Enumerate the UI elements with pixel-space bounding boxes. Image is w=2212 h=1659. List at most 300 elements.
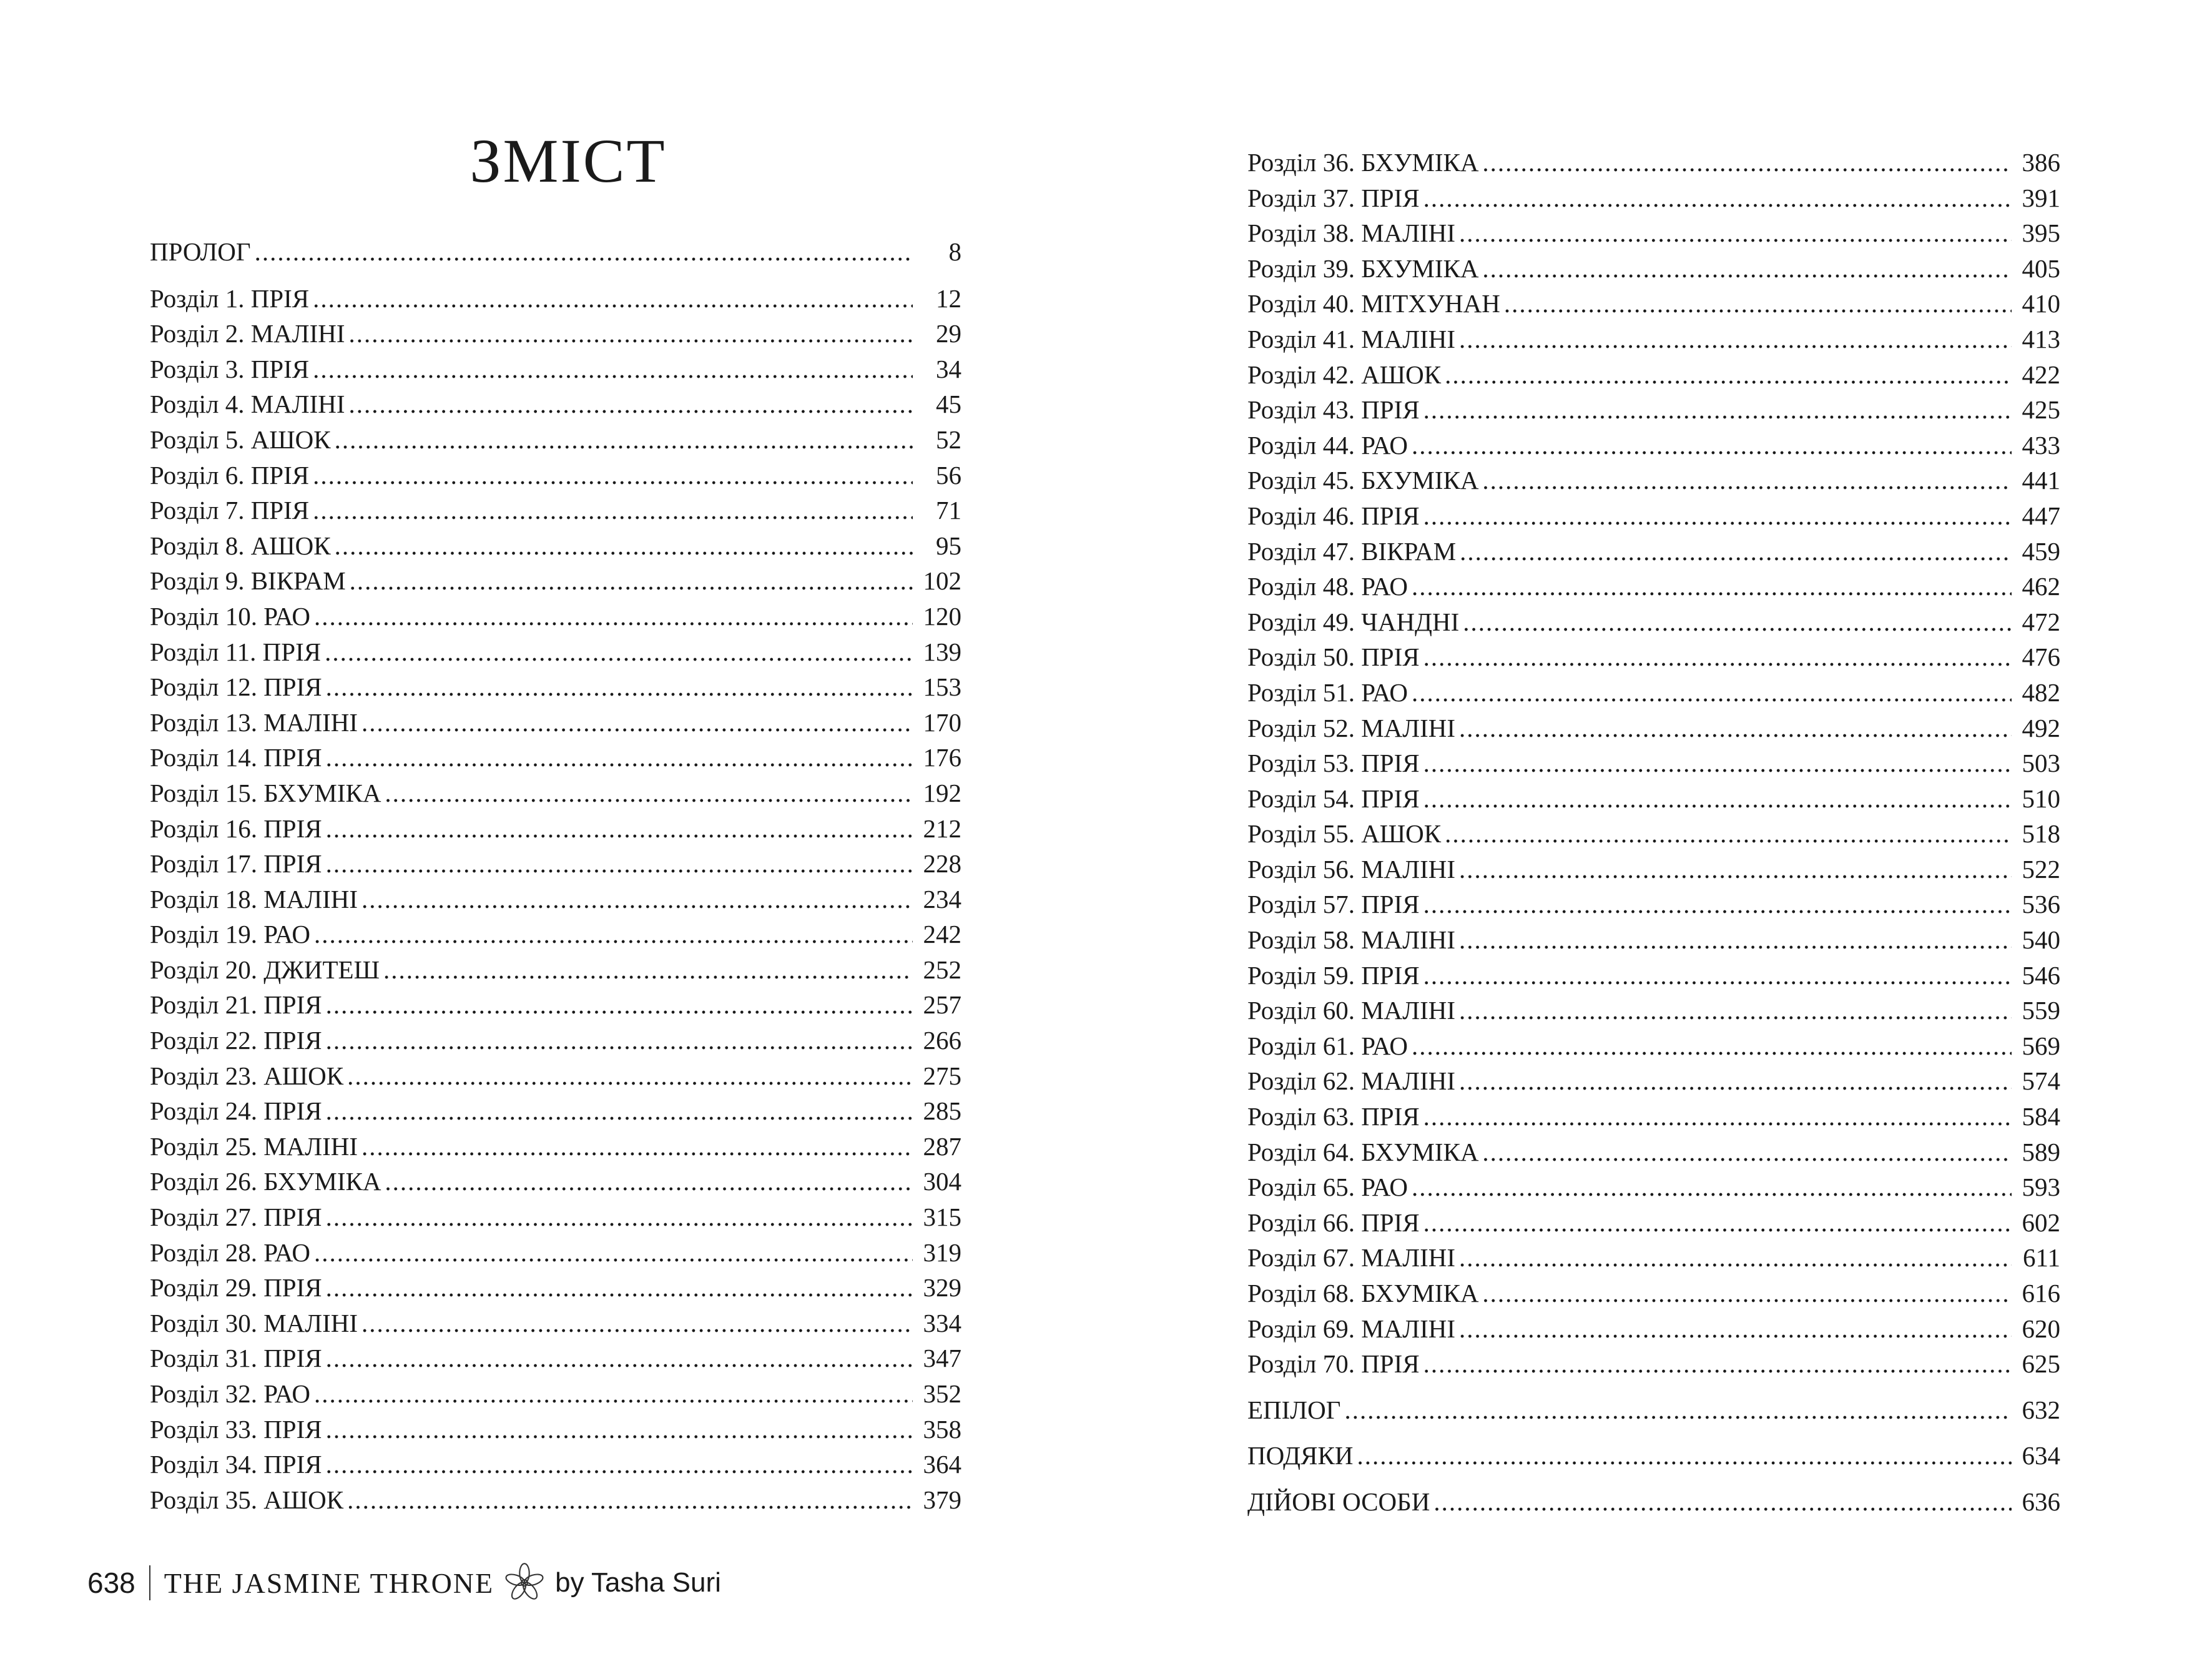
toc-entry[interactable]: [1247, 322, 2060, 357]
dot-leader: [1412, 1028, 2012, 1064]
toc-entry-page: 510: [2022, 784, 2060, 813]
toc-entry-label: Розділ 70. ПРІЯ: [1247, 1349, 1420, 1379]
toc-entry[interactable]: [1247, 1240, 2060, 1276]
toc-entry-label: Розділ 42. АШОК: [1247, 360, 1442, 389]
toc-entry[interactable]: [1247, 711, 2060, 746]
toc-entry-label: Розділ 17. ПРІЯ: [150, 849, 322, 879]
toc-entry[interactable]: [150, 599, 961, 634]
toc-entry-page: 287: [923, 1131, 961, 1161]
dot-leader: [1423, 498, 2012, 534]
dot-leader: [335, 528, 913, 564]
toc-entry-label: Розділ 58. МАЛІНІ: [1247, 925, 1455, 955]
dot-leader: [1459, 852, 2012, 887]
toc-entry-page: 347: [923, 1344, 961, 1373]
toc-entry-label: Розділ 60. МАЛІНІ: [1247, 996, 1455, 1025]
toc-entry-page: 616: [2022, 1279, 2060, 1307]
toc-entry-label: Розділ 37. ПРІЯ: [1247, 183, 1420, 212]
toc-entry-label: Розділ 35. АШОК: [150, 1485, 344, 1514]
dot-leader: [1482, 1135, 2012, 1170]
toc-entry-page: 71: [936, 496, 961, 525]
toc-entry[interactable]: [1247, 604, 2060, 640]
dot-leader: [1423, 781, 2012, 817]
dot-leader: [385, 1164, 913, 1199]
dot-leader: [314, 1235, 913, 1271]
dot-leader: [1482, 145, 2012, 180]
toc-entry[interactable]: [150, 882, 961, 917]
toc-entry[interactable]: [150, 669, 961, 705]
toc-entry[interactable]: [150, 386, 961, 422]
dot-leader: [1423, 1205, 2012, 1241]
toc-entry-label: Розділ 25. МАЛІНІ: [150, 1131, 358, 1161]
page-footer: [87, 1558, 721, 1608]
toc-entry[interactable]: [1247, 145, 2060, 180]
toc-entry-page: 212: [923, 814, 961, 843]
dot-leader: [1423, 392, 2012, 428]
toc-entry-label: Розділ 30. МАЛІНІ: [150, 1308, 358, 1337]
page-title: ЗМІСТ: [469, 126, 667, 195]
dot-leader: [1423, 639, 2012, 675]
toc-entry-label: Розділ 65. РАО: [1247, 1173, 1408, 1202]
toc-entry-page: 462: [2022, 572, 2060, 601]
toc-entry-label: Розділ 39. БХУМІКА: [1247, 254, 1479, 283]
toc-entry-page: 386: [2022, 148, 2060, 177]
toc-entry-page: 405: [2022, 254, 2060, 283]
toc-entry-page: 546: [2022, 960, 2060, 990]
toc-entry-page: 620: [2022, 1314, 2060, 1343]
toc-entry-page: 492: [2022, 713, 2060, 742]
toc-entry[interactable]: [150, 634, 961, 670]
toc-entry[interactable]: [1247, 746, 2060, 781]
dot-leader: [1445, 357, 2012, 393]
dot-leader: [1482, 251, 2012, 287]
toc-entry-page: 482: [2022, 677, 2060, 707]
dot-leader: [1445, 816, 2012, 852]
dot-leader: [350, 563, 913, 599]
toc-entry[interactable]: [1247, 392, 2060, 428]
dot-leader: [1344, 1392, 2012, 1428]
toc-entry-page: 45: [936, 390, 961, 419]
toc-entry-page: 315: [923, 1203, 961, 1232]
dot-leader: [1459, 1240, 2012, 1276]
dot-leader: [1423, 1099, 2012, 1135]
toc-entry[interactable]: [1247, 463, 2060, 498]
toc-entry-label: Розділ 46. ПРІЯ: [1247, 501, 1420, 530]
dot-leader: [361, 1129, 913, 1164]
dot-leader: [335, 422, 913, 458]
toc-entry-page: 257: [923, 990, 961, 1020]
toc-entry-label: Розділ 47. ВІКРАМ: [1247, 536, 1457, 566]
toc-entry-label: Розділ 53. ПРІЯ: [1247, 749, 1420, 778]
toc-entry-label: Розділ 3. ПРІЯ: [150, 354, 310, 383]
toc-entry[interactable]: [1247, 1063, 2060, 1099]
toc-entry-page: 95: [936, 531, 961, 560]
toc-entry-page: 228: [923, 849, 961, 879]
toc-entry-page: 413: [2022, 324, 2060, 353]
toc-entry-page: 52: [936, 425, 961, 454]
toc-entry-label: Розділ 44. РАО: [1247, 430, 1408, 460]
toc-entry[interactable]: [1247, 1484, 2060, 1520]
toc-entry[interactable]: [1247, 639, 2060, 675]
toc-entry[interactable]: [150, 1199, 961, 1235]
dot-leader: [313, 493, 913, 528]
toc-entry[interactable]: [1247, 922, 2060, 958]
toc-entry-label: Розділ 68. БХУМІКА: [1247, 1279, 1479, 1307]
toc-entry[interactable]: [150, 1235, 961, 1271]
toc-entry-label: Розділ 43. ПРІЯ: [1247, 395, 1420, 425]
toc-entry[interactable]: [150, 705, 961, 741]
toc-entry-label: Розділ 5. АШОК: [150, 425, 331, 454]
toc-entry-label: ПОДЯКИ: [1247, 1441, 1354, 1470]
toc-entry[interactable]: [150, 1270, 961, 1306]
toc-entry[interactable]: [150, 316, 961, 352]
toc-entry[interactable]: [150, 775, 961, 811]
dot-leader: [1412, 428, 2012, 463]
toc-entry-label: Розділ 64. БХУМІКА: [1247, 1137, 1479, 1166]
toc-entry[interactable]: [150, 458, 961, 493]
toc-entry-page: 153: [923, 672, 961, 702]
toc-right-column: [1247, 145, 2060, 1520]
toc-entry[interactable]: [1247, 1276, 2060, 1311]
dot-leader: [1460, 534, 2012, 569]
dot-leader: [1459, 711, 2012, 746]
toc-entry[interactable]: [150, 1164, 961, 1199]
toc-entry[interactable]: [150, 1129, 961, 1164]
dot-leader: [313, 281, 913, 317]
dot-leader: [1423, 958, 2012, 993]
dot-leader: [326, 669, 913, 705]
toc-entry-page: 459: [2022, 536, 2060, 566]
toc-entry[interactable]: [150, 987, 961, 1023]
toc-entry-label: ПРОЛОГ: [150, 237, 251, 266]
toc-entry-label: Розділ 13. МАЛІНІ: [150, 707, 358, 737]
toc-entry-label: ДІЙОВІ ОСОБИ: [1247, 1487, 1430, 1516]
toc-entry[interactable]: [1247, 1392, 2060, 1428]
toc-entry-label: Розділ 48. РАО: [1247, 572, 1408, 601]
toc-entry-page: 536: [2022, 890, 2060, 919]
book-title: THE JASMINE THRONE: [164, 1567, 494, 1599]
dot-leader: [1423, 180, 2012, 216]
toc-entry-label: Розділ 55. АШОК: [1247, 819, 1442, 849]
toc-entry-label: Розділ 8. АШОК: [150, 531, 331, 560]
dot-leader: [361, 705, 913, 741]
toc-entry-label: Розділ 2. МАЛІНІ: [150, 319, 345, 348]
toc-entry[interactable]: [150, 1447, 961, 1482]
toc-entry-page: 352: [923, 1379, 961, 1408]
dot-leader: [326, 1093, 913, 1129]
toc-entry[interactable]: [1247, 286, 2060, 322]
toc-entry[interactable]: [150, 740, 961, 775]
toc-entry-page: 593: [2022, 1173, 2060, 1202]
toc-entry-label: Розділ 12. ПРІЯ: [150, 672, 322, 702]
toc-entry[interactable]: [150, 493, 961, 528]
dot-leader: [314, 1376, 913, 1412]
toc-entry-page: 522: [2022, 854, 2060, 884]
toc-entry[interactable]: [150, 234, 961, 270]
dot-leader: [1463, 604, 2012, 640]
toc-entry-page: 8: [948, 237, 961, 266]
toc-entry-page: 56: [936, 460, 961, 490]
dot-leader: [1423, 887, 2012, 922]
dot-leader: [1412, 569, 2012, 604]
toc-entry-page: 589: [2022, 1137, 2060, 1166]
toc-entry-page: 234: [923, 884, 961, 913]
toc-entry-page: 636: [2022, 1487, 2060, 1516]
dot-leader: [326, 811, 913, 847]
toc-entry[interactable]: [1247, 1135, 2060, 1170]
toc-entry-label: Розділ 67. МАЛІНІ: [1247, 1243, 1455, 1273]
dot-leader: [1412, 675, 2012, 711]
toc-entry[interactable]: [1247, 180, 2060, 216]
toc-entry[interactable]: [150, 422, 961, 458]
footer-divider: [149, 1565, 150, 1600]
dot-leader: [326, 1023, 913, 1058]
toc-entry[interactable]: [1247, 1099, 2060, 1135]
toc-entry-label: Розділ 62. МАЛІНІ: [1247, 1066, 1455, 1096]
toc-entry[interactable]: [1247, 534, 2060, 569]
toc-entry-label: Розділ 33. ПРІЯ: [150, 1414, 322, 1444]
toc-entry-page: 559: [2022, 996, 2060, 1025]
dot-leader: [255, 234, 913, 270]
toc-entry-page: 170: [923, 707, 961, 737]
toc-entry-label: Розділ 4. МАЛІНІ: [150, 390, 345, 419]
dot-leader: [361, 882, 913, 917]
dot-leader: [326, 1341, 913, 1376]
toc-entry-label: Розділ 63. ПРІЯ: [1247, 1102, 1420, 1131]
dot-leader: [325, 634, 913, 670]
toc-entry[interactable]: [150, 1482, 961, 1518]
toc-entry-label: Розділ 56. МАЛІНІ: [1247, 854, 1455, 884]
toc-entry-page: 242: [923, 920, 961, 949]
toc-entry[interactable]: [150, 811, 961, 847]
dot-leader: [383, 952, 913, 988]
toc-entry-label: Розділ 14. ПРІЯ: [150, 743, 322, 772]
toc-entry-label: Розділ 23. АШОК: [150, 1061, 344, 1090]
dot-leader: [349, 386, 913, 422]
toc-entry-page: 410: [2022, 289, 2060, 318]
toc-entry-label: Розділ 41. МАЛІНІ: [1247, 324, 1455, 353]
toc-entry-page: 602: [2022, 1208, 2060, 1237]
toc-entry-label: Розділ 11. ПРІЯ: [150, 637, 322, 666]
toc-entry-label: Розділ 51. РАО: [1247, 677, 1408, 707]
toc-entry-label: Розділ 57. ПРІЯ: [1247, 890, 1420, 919]
toc-entry[interactable]: [150, 1058, 961, 1094]
toc-entry-page: 192: [923, 778, 961, 807]
dot-leader: [326, 1447, 913, 1482]
toc-entry-label: Розділ 28. РАО: [150, 1238, 310, 1267]
dot-leader: [1357, 1438, 2012, 1474]
dot-leader: [385, 775, 913, 811]
toc-entry-label: ЕПІЛОГ: [1247, 1395, 1341, 1424]
toc-entry-page: 611: [2023, 1243, 2060, 1273]
dot-leader: [314, 599, 913, 634]
dot-leader: [347, 1058, 913, 1094]
toc-entry-label: Розділ 31. ПРІЯ: [150, 1344, 322, 1373]
toc-entry[interactable]: [150, 1341, 961, 1376]
dot-leader: [361, 1306, 913, 1341]
toc-entry-page: 379: [923, 1485, 961, 1514]
toc-entry-label: Розділ 20. ДЖИТЕШ: [150, 955, 380, 984]
toc-entry-page: 422: [2022, 360, 2060, 389]
toc-entry-page: 584: [2022, 1102, 2060, 1131]
dot-leader: [313, 458, 913, 493]
toc-left-column: [150, 234, 961, 1517]
toc-entry-label: Розділ 40. МІТХУНАН: [1247, 289, 1500, 318]
toc-entry-page: 574: [2022, 1066, 2060, 1096]
toc-entry[interactable]: [150, 952, 961, 988]
toc-entry[interactable]: [1247, 428, 2060, 463]
toc-entry-label: Розділ 15. БХУМІКА: [150, 778, 381, 807]
toc-entry-page: 358: [923, 1414, 961, 1444]
toc-entry[interactable]: [1247, 251, 2060, 287]
toc-entry-page: 632: [2022, 1395, 2060, 1424]
toc-entry[interactable]: [1247, 1438, 2060, 1474]
toc-entry[interactable]: [1247, 1169, 2060, 1205]
toc-entry-label: Розділ 61. РАО: [1247, 1031, 1408, 1060]
toc-entry-page: 569: [2022, 1031, 2060, 1060]
toc-entry-page: 540: [2022, 925, 2060, 955]
toc-entry-page: 266: [923, 1026, 961, 1055]
dot-leader: [326, 1199, 913, 1235]
toc-entry[interactable]: [1247, 1311, 2060, 1347]
toc-entry-page: 364: [923, 1450, 961, 1479]
toc-entry-page: 625: [2022, 1349, 2060, 1379]
toc-entry-label: Розділ 26. БХУМІКА: [150, 1167, 381, 1196]
toc-entry[interactable]: [150, 563, 961, 599]
toc-entry-label: Розділ 24. ПРІЯ: [150, 1096, 322, 1126]
toc-entry-label: Розділ 36. БХУМІКА: [1247, 148, 1479, 177]
toc-entry-label: Розділ 21. ПРІЯ: [150, 990, 322, 1020]
dot-leader: [349, 316, 913, 352]
toc-entry-page: 447: [2022, 501, 2060, 530]
toc-entry-label: Розділ 38. МАЛІНІ: [1247, 219, 1455, 248]
toc-entry[interactable]: [150, 281, 961, 317]
toc-entry-label: Розділ 1. ПРІЯ: [150, 283, 310, 313]
toc-entry-page: 433: [2022, 430, 2060, 460]
toc-entry-page: 252: [923, 955, 961, 984]
toc-entry-label: Розділ 6. ПРІЯ: [150, 460, 310, 490]
toc-entry[interactable]: [1247, 569, 2060, 604]
toc-entry[interactable]: [1247, 852, 2060, 887]
dot-leader: [1433, 1484, 2012, 1520]
dot-leader: [326, 846, 913, 882]
toc-entry-page: 476: [2022, 642, 2060, 672]
dot-leader: [1459, 993, 2012, 1028]
toc-entry-label: Розділ 18. МАЛІНІ: [150, 884, 358, 913]
toc-entry-label: Розділ 27. ПРІЯ: [150, 1203, 322, 1232]
toc-entry-label: Розділ 50. ПРІЯ: [1247, 642, 1420, 672]
toc-entry-label: Розділ 9. ВІКРАМ: [150, 566, 346, 596]
toc-entry-page: 139: [923, 637, 961, 666]
toc-entry-label: Розділ 49. ЧАНДНІ: [1247, 607, 1460, 636]
toc-entry[interactable]: [1247, 958, 2060, 993]
toc-entry[interactable]: [150, 1376, 961, 1412]
toc-entry-label: Розділ 34. ПРІЯ: [150, 1450, 322, 1479]
toc-entry[interactable]: [1247, 215, 2060, 251]
toc-entry-label: Розділ 54. ПРІЯ: [1247, 784, 1420, 813]
toc-entry-page: 176: [923, 743, 961, 772]
toc-entry-page: 120: [923, 601, 961, 631]
toc-entry-page: 334: [923, 1308, 961, 1337]
toc-entry-page: 329: [923, 1273, 961, 1302]
book-author: by Tasha Suri: [555, 1567, 721, 1598]
dot-leader: [1459, 215, 2012, 251]
toc-entry-label: Розділ 19. РАО: [150, 920, 310, 949]
toc-entry-page: 12: [936, 283, 961, 313]
dot-leader: [1504, 286, 2012, 322]
toc-entry-label: Розділ 29. ПРІЯ: [150, 1273, 322, 1302]
toc-entry-label: Розділ 16. ПРІЯ: [150, 814, 322, 843]
toc-entry[interactable]: [1247, 887, 2060, 922]
dot-leader: [314, 917, 913, 952]
toc-entry-label: Розділ 66. ПРІЯ: [1247, 1208, 1420, 1237]
toc-entry[interactable]: [1247, 357, 2060, 393]
toc-entry-page: 102: [923, 566, 961, 596]
toc-entry-page: 275: [923, 1061, 961, 1090]
dot-leader: [1459, 1311, 2012, 1347]
toc-entry-page: 34: [936, 354, 961, 383]
toc-entry-page: 29: [936, 319, 961, 348]
dot-leader: [1459, 1063, 2012, 1099]
toc-entry[interactable]: [150, 917, 961, 952]
dot-leader: [326, 1270, 913, 1306]
toc-entry-page: 503: [2022, 749, 2060, 778]
dot-leader: [1412, 1169, 2012, 1205]
dot-leader: [1459, 322, 2012, 357]
dot-leader: [1423, 746, 2012, 781]
toc-entry-page: 441: [2022, 466, 2060, 495]
toc-entry-label: Розділ 22. ПРІЯ: [150, 1026, 322, 1055]
toc-entry-page: 391: [2022, 183, 2060, 212]
toc-entry[interactable]: [1247, 1346, 2060, 1382]
toc-entry[interactable]: [1247, 1028, 2060, 1064]
toc-entry[interactable]: [150, 1412, 961, 1447]
dot-leader: [1482, 1276, 2012, 1311]
toc-entry-page: 395: [2022, 219, 2060, 248]
toc-entry-label: Розділ 7. ПРІЯ: [150, 496, 310, 525]
toc-entry[interactable]: [1247, 498, 2060, 534]
toc-entry[interactable]: [150, 846, 961, 882]
toc-entry[interactable]: [1247, 993, 2060, 1028]
toc-entry[interactable]: [1247, 816, 2060, 852]
toc-entry[interactable]: [1247, 781, 2060, 817]
toc-entry[interactable]: [150, 352, 961, 387]
toc-entry-page: 634: [2022, 1441, 2060, 1470]
dot-leader: [326, 1412, 913, 1447]
toc-entry[interactable]: [150, 1306, 961, 1341]
toc-entry-label: Розділ 52. МАЛІНІ: [1247, 713, 1455, 742]
dot-leader: [326, 740, 913, 775]
toc-entry-label: Розділ 59. ПРІЯ: [1247, 960, 1420, 990]
toc-entry-page: 518: [2022, 819, 2060, 849]
dot-leader: [347, 1482, 913, 1518]
toc-entry[interactable]: [1247, 675, 2060, 711]
dot-leader: [1482, 463, 2012, 498]
toc-entry-label: Розділ 45. БХУМІКА: [1247, 466, 1479, 495]
toc-entry-page: 285: [923, 1096, 961, 1126]
toc-entry[interactable]: [150, 1023, 961, 1058]
toc-entry[interactable]: [1247, 1205, 2060, 1241]
toc-entry-page: 472: [2022, 607, 2060, 636]
toc-entry-page: 304: [923, 1167, 961, 1196]
dot-leader: [326, 987, 913, 1023]
toc-entry[interactable]: [150, 1093, 961, 1129]
toc-entry[interactable]: [150, 528, 961, 564]
page-number: 638: [87, 1567, 135, 1599]
toc-entry-label: Розділ 69. МАЛІНІ: [1247, 1314, 1455, 1343]
dot-leader: [313, 352, 913, 387]
dot-leader: [1423, 1346, 2012, 1382]
toc-entry-label: Розділ 10. РАО: [150, 601, 310, 631]
